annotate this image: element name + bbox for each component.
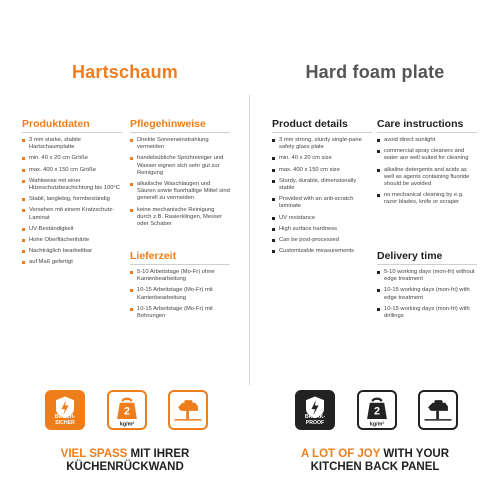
section-rule	[377, 264, 477, 265]
list-item: avoid direct sunlight	[377, 137, 477, 144]
feature-icons	[0, 390, 250, 438]
weight-value: 2	[124, 405, 130, 418]
list-item: auf Maß gefertigt	[22, 259, 122, 266]
list-item: 3 mm starke, stabile Hartschaumplatte	[22, 137, 122, 151]
break-proof-icon	[295, 390, 335, 430]
list-item: min. 40 x 20 cm size	[272, 155, 372, 162]
break-proof-icon	[45, 390, 85, 430]
weight-value: 2	[374, 405, 380, 418]
list-item: commercial spray cleaners and water are well suited for cleaning	[377, 148, 477, 162]
kettlebell-icon	[109, 392, 145, 428]
section-rule	[130, 132, 230, 133]
lieferzeit-heading: Lieferzeit	[130, 250, 177, 262]
section-rule	[22, 132, 122, 133]
english-slogan-rest: WITH YOUR	[383, 448, 450, 460]
german-slogan-line1	[0, 448, 250, 461]
english-title: Hard foam plate	[305, 62, 445, 82]
list-item: UV-Beständigkeit	[22, 226, 122, 233]
list-item: 5-10 Arbeitstage (Mo-Fr) ohne Kantenbearbeitung	[130, 269, 230, 283]
section-rule	[272, 132, 372, 133]
list-item: 3 mm strong, sturdy single-pane safety glass plate	[272, 137, 372, 151]
kettlebell-icon	[359, 392, 395, 428]
care-instructions-heading: Care instructions	[377, 118, 464, 130]
weight-unit: kg/m²	[369, 421, 385, 428]
weight-unit: kg/m²	[119, 421, 135, 428]
list-item: 10-15 working days (mon-fri) with drillings	[377, 306, 477, 320]
english-slogan-line1	[250, 448, 500, 461]
list-item: Stabil, langlebig, formbeständig	[22, 196, 122, 203]
break-proof-caption	[297, 415, 333, 426]
produktdaten-heading: Produktdaten	[22, 118, 90, 130]
section-rule	[377, 132, 477, 133]
break-proof-caption	[47, 415, 83, 426]
section-rule	[130, 264, 230, 265]
list-item: keine mechanische Reinigung durch z.B. Rasierklingen, Messer oder Schaber	[130, 207, 230, 229]
german-slogan	[0, 448, 250, 474]
jigsaw-icon	[168, 390, 208, 430]
produktdaten-section	[22, 118, 122, 271]
list-item: Customizable measurements	[272, 248, 372, 255]
delivery-time-heading: Delivery time	[377, 250, 443, 262]
german-slogan-highlight: VIEL SPASS	[60, 448, 128, 460]
german-slogan-rest: MIT IHRER	[130, 448, 190, 460]
list-item: High surface hardness	[272, 226, 372, 233]
break-proof-caption-line2: PROOF	[305, 419, 325, 426]
list-item: Sturdy, durable, dimensionally stable	[272, 178, 372, 192]
list-item: 5-10 working days (mon-fri) without edge treatment	[377, 269, 477, 283]
product-details-section	[272, 118, 372, 259]
pflegehinweise-heading: Pflegehinweise	[130, 118, 206, 130]
list-item: min. 40 x 20 cm Größe	[22, 155, 122, 162]
lieferzeit-section	[130, 250, 230, 324]
list-item: Nachträglich bearbeitbar	[22, 248, 122, 255]
list-item: 10-15 working days (mon-fri) with edge treatment	[377, 287, 477, 301]
break-proof-caption-line1: BREAK-	[304, 414, 326, 421]
list-item: handelsübliche Sprühreiniger und Wasser eignen sich sehr gut zur Reinigung	[130, 155, 230, 177]
jigsaw-icon	[418, 390, 458, 430]
break-proof-caption-line2: SICHER	[55, 419, 75, 426]
list-item: 10-15 Arbeitstage (Mo-Fr) mit Bohrungen	[130, 306, 230, 320]
pflegehinweise-section	[130, 118, 230, 232]
list-item: alkalische Waschlaugen und Säuren sowie fluorhaltige Mittel sind generell zu vermeiden	[130, 181, 230, 203]
pflegehinweise-list	[130, 137, 230, 228]
list-item: max. 400 x 150 cm Größe	[22, 167, 122, 174]
break-proof-caption-line1: BRUCH-	[54, 414, 76, 421]
english-slogan-highlight: A LOT OF JOY	[300, 448, 381, 460]
english-panel	[250, 0, 500, 500]
weight-icon	[107, 390, 147, 430]
list-item: no mechanical cleaning by e.g. razor blades, knife or scraper	[377, 192, 477, 206]
list-item: Can be post-processed	[272, 237, 372, 244]
weight-icon	[357, 390, 397, 430]
list-item: Versehen mit einem Kratzschutz-Laminat	[22, 207, 122, 221]
german-slogan-line2: KÜCHENRÜCKWAND	[66, 461, 184, 473]
list-item: alkaline detergents and acids as well as agents containing fluoride should be avoided	[377, 167, 477, 189]
lieferzeit-list	[130, 269, 230, 320]
list-item: Provided with an anti-scratch laminate	[272, 196, 372, 210]
care-instructions-section	[377, 118, 477, 211]
list-item: 10-15 Arbeitstage (Mo-Fr) mit Kantenbearbeitung	[130, 287, 230, 301]
english-slogan-line2: KITCHEN BACK PANEL	[310, 461, 440, 473]
list-item: UV resistance	[272, 215, 372, 222]
product-details-list	[272, 137, 372, 255]
german-title: Hartschaum	[71, 62, 179, 82]
saw-icon	[420, 392, 456, 428]
list-item: Wahlweise mit einer Hitzeschutzbeschichtung bis 100°C	[22, 178, 122, 192]
list-item: Hohe Oberflächenhärte	[22, 237, 122, 244]
feature-icons	[250, 390, 500, 438]
english-slogan	[250, 448, 500, 474]
care-instructions-list	[377, 137, 477, 207]
product-details-heading: Product details	[272, 118, 348, 130]
delivery-time-section	[377, 250, 477, 324]
produktdaten-list	[22, 137, 122, 267]
list-item: Direkte Sonneneinstrahlung vermeiden	[130, 137, 230, 151]
saw-icon	[170, 392, 206, 428]
delivery-time-list	[377, 269, 477, 320]
list-item: max. 400 x 150 cm size	[272, 167, 372, 174]
